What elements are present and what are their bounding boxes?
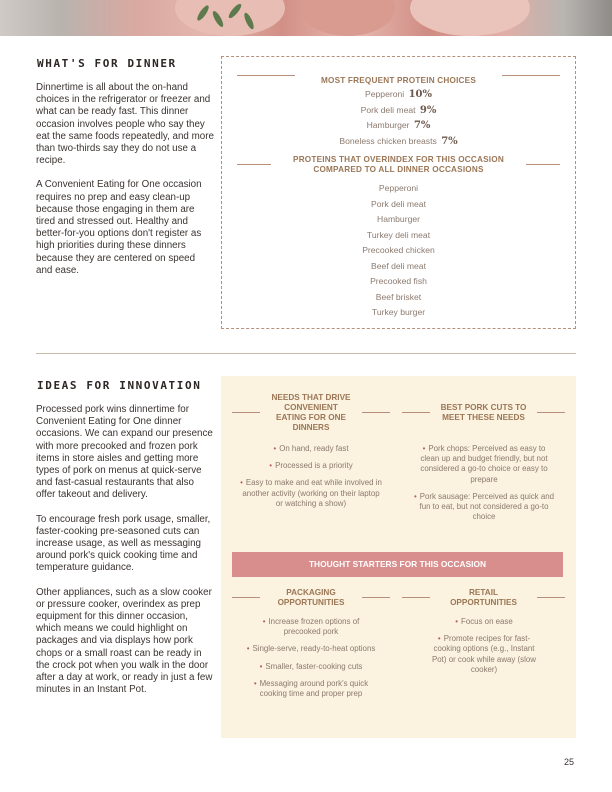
heading-rule [362,412,390,413]
section-divider [36,353,576,354]
paragraph: To encourage fresh pork usage, smaller, faster-cooking pre-seasoned cuts can increase usage, as well as messaging around pork's quick cooking time and temperature guidance. [36,513,211,574]
paragraph: A Convenient Eating for One occasion requires no prep and easy clean-up because those engaging in them are tired and stressed out. Healthy and better-for-you options don't register as high priorities during these dinners because they are centered on speed and ease. [36,179,202,276]
list-item: • Messaging around pork's quick cooking time and proper prep [253,678,369,699]
list-item: Beef brisket [375,291,422,302]
list-item: Precooked chicken [362,245,435,255]
list-item: • Increase frozen options of precooked pork [262,617,360,637]
paragraph: Dinnertime is all about the on-hand choices in the refrigerator or freezer and what can be ready fast. This dinner occasion involves people who say they eat the same foods repeatedly, and more than two-thirds say they do not use a recipe. [36,82,214,167]
frequent-list [222,87,575,149]
cuts-heading: BEST PORK CUTS TO MEET THESE NEEDS [440,403,527,422]
pork-cut-image [300,0,395,36]
dinner-text [36,82,214,289]
thought-starters-banner: THOUGHT STARTERS FOR THIS OCCASION [232,552,563,577]
list-item: • Focus on ease [455,617,513,626]
list-item: Hamburger 7% [366,120,431,131]
list-item: Pork deli meat [371,198,426,209]
overindex-heading: PROTEINS THAT OVERINDEX FOR THIS OCCASION COMPARED TO ALL DINNER OCCASIONS [293,155,504,174]
list-item: • Processed is a priority [269,461,353,471]
list-item: Hamburger [377,214,420,224]
needs-heading: NEEDS THAT DRIVE CONVENIENT EATING FOR ONE DINNERS [271,393,351,432]
list-item: Pepperoni [378,183,419,193]
paragraph: Processed pork wins dinnertime for Convenient Eating for One dinner occasions. We can expand our presence with more precooked and frozen pork items in store aisles and getting more types of pork on menus at quick-serve and fast-casual restaurants that also offer takeout and delivery. [36,404,213,501]
retail-heading: RETAIL OPPORTUNITIES [450,588,517,607]
retail-list [428,617,540,682]
packaging-list [245,617,377,706]
page-number: 25 [564,757,575,767]
list-item: Boneless chicken breasts 7% [339,135,458,147]
list-item: • Smaller, faster-cooking cuts [259,661,363,671]
overindex-list [222,181,575,321]
list-item: • On hand, ready fast [273,444,349,453]
heading-rule [402,412,430,413]
list-item: • Pork chops: Perceived as easy to clean up and budget friendly, but not considered a go-to choice or easy to prepare [420,444,548,484]
list-item: • Easy to make and eat while involved in another activity (working on their laptop or watching a show) [240,478,382,508]
heading-rule [537,412,565,413]
list-item: Pork deli meat 9% [360,104,437,116]
packaging-heading: PACKAGING OPPORTUNITIES [277,588,345,607]
list-item: • Promote recipes for fast-cooking options (e.g., Instant Pot) or cook while away (slow cooker) [432,634,536,674]
section-title-dinner: WHAT'S FOR DINNER [37,57,177,70]
heading-rule [362,597,390,598]
ideas-text [36,404,214,708]
protein-choices-box [221,56,576,329]
list-item: • Single-serve, ready-to-heat options [246,644,376,654]
list-item: Precooked fish [370,276,427,286]
cuts-list [413,444,555,529]
list-item: Turkey deli meat [366,229,431,240]
heading-rule [232,597,260,598]
list-item: • Pork sausage: Perceived as quick and fun to eat, but not considered a go-to choice [414,491,554,522]
heading-rule [232,412,260,413]
needs-list [240,444,382,516]
heading-rule [537,597,565,598]
list-item: Turkey burger [371,307,426,317]
list-item: Pepperoni 10% [365,89,432,100]
heading-rule [402,597,430,598]
frequent-heading: MOST FREQUENT PROTEIN CHOICES [320,76,476,85]
pork-cut-image [410,0,530,36]
hero-photo [0,0,612,36]
list-item: Beef deli meat [371,260,426,271]
paragraph: Other appliances, such as a slow cooker or pressure cooker, overindex as prep equipment for this dinner occasion, which means we could highlight on packages and via displays how pork chops or a small roast can be ready in the crock pot when you walk in the door after a day at work, or ready in just a few minutes in an Instant Pot. [36,586,213,696]
section-title-ideas: IDEAS FOR INNOVATION [37,379,202,392]
